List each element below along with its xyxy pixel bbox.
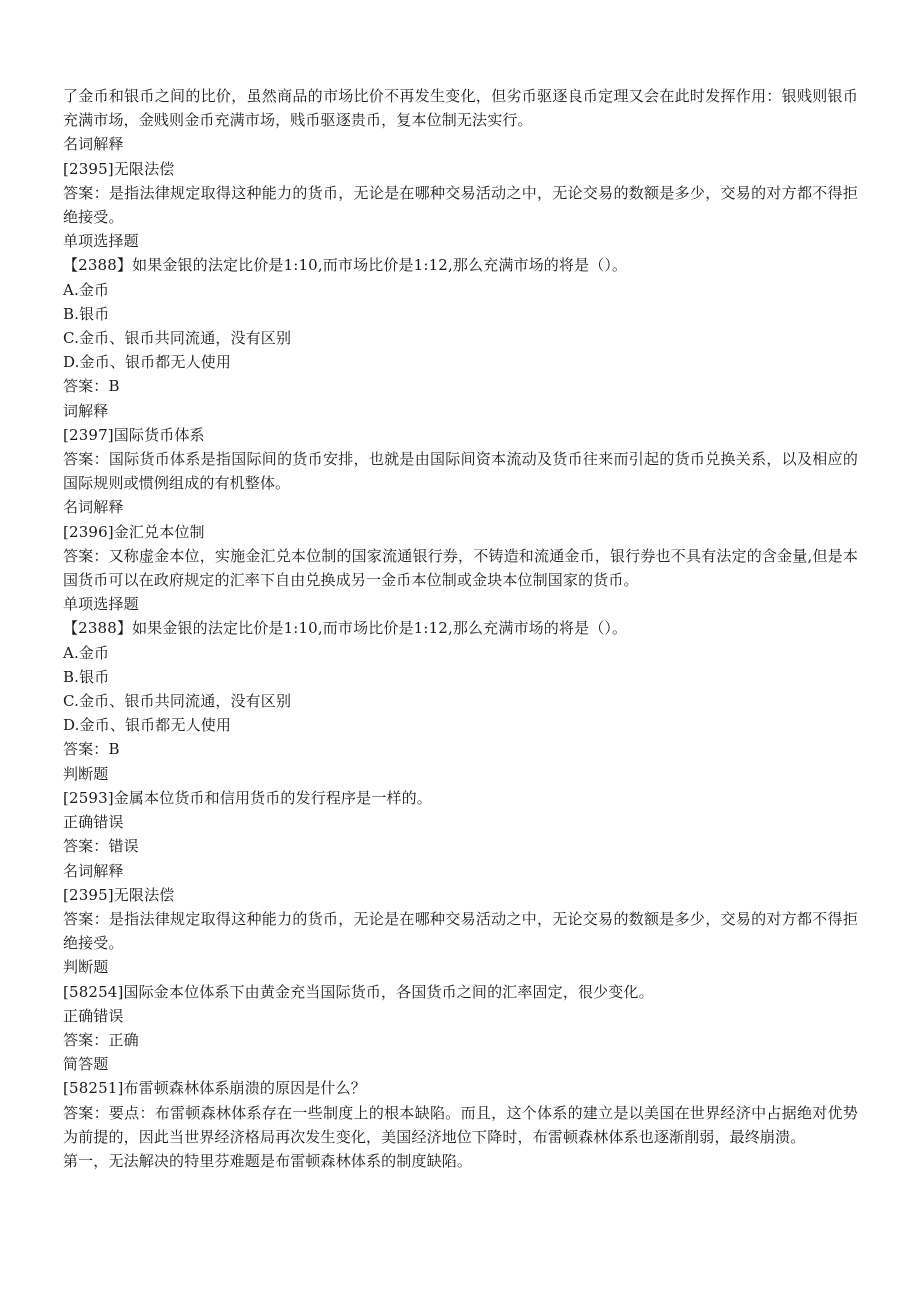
true-false-options: 正确错误 bbox=[63, 1006, 124, 1025]
option-d: D.金币、银币都无人使用 bbox=[63, 353, 232, 372]
option-c: C.金币、银币共同流通，没有区别 bbox=[63, 692, 292, 711]
answer-text: 答案：国际货币体系是指国际间的货币安排，也就是由国际间资本流动及货币往来而引起的货币兑换关系，以及相应的国际规则或惯例组成的有机整体。 bbox=[63, 450, 858, 493]
question-title: [2395]无限法偿 bbox=[63, 159, 175, 178]
paragraph-bimetallism-continuation: 了金币和银币之间的比价，虽然商品的市场比价不再发生变化，但劣币驱逐良币定理又会在此时发挥作用：银贱则银币充满市场，金贱则金币充满市场，贱币驱逐贵币，复本位制无法实行。 bbox=[63, 87, 858, 130]
option-a: A.金币 bbox=[63, 643, 110, 662]
section-type-label: 词解释 bbox=[63, 401, 109, 420]
true-false-options: 正确错误 bbox=[63, 813, 124, 832]
option-d: D.金币、银币都无人使用 bbox=[63, 716, 232, 735]
section-type-label: 名词解释 bbox=[63, 135, 124, 154]
section-type-label: 单项选择题 bbox=[63, 595, 139, 614]
answer-text: 答案：错误 bbox=[63, 837, 139, 856]
section-type-label: 单项选择题 bbox=[63, 232, 139, 251]
question-title: [2395]无限法偿 bbox=[63, 885, 175, 904]
question-title: [2397]国际货币体系 bbox=[63, 425, 205, 444]
question-title: [2593]金属本位货币和信用货币的发行程序是一样的。 bbox=[63, 788, 432, 807]
question-title: [2396]金汇兑本位制 bbox=[63, 522, 205, 541]
answer-text: 答案：B bbox=[63, 740, 120, 759]
document-page bbox=[63, 84, 858, 1173]
answer-text: 答案：是指法律规定取得这种能力的货币，无论是在哪种交易活动之中，无论交易的数额是多少，交易的对方都不得拒绝接受。 bbox=[63, 183, 858, 227]
section-type-label: 名词解释 bbox=[63, 498, 124, 517]
section-type-label: 判断题 bbox=[63, 958, 109, 977]
question-title: [58251]布雷顿森林体系崩溃的原因是什么？ bbox=[63, 1079, 366, 1098]
answer-text: 答案：是指法律规定取得这种能力的货币，无论是在哪种交易活动之中，无论交易的数额是多少，交易的对方都不得拒绝接受。 bbox=[63, 909, 858, 953]
answer-point-1: 第一，无法解决的特里芬难题是布雷顿森林体系的制度缺陷。 bbox=[63, 1151, 473, 1170]
section-type-label: 判断题 bbox=[63, 764, 109, 783]
option-a: A.金币 bbox=[63, 280, 110, 299]
option-c: C.金币、银币共同流通，没有区别 bbox=[63, 329, 292, 348]
option-b: B.银币 bbox=[63, 667, 110, 686]
option-b: B.银币 bbox=[63, 304, 110, 323]
question-title: 【2388】如果金银的法定比价是1:10,而市场比价是1:12,那么充满市场的将是（）。 bbox=[63, 256, 628, 275]
section-type-label: 简答题 bbox=[63, 1055, 109, 1074]
answer-text: 答案：又称虚金本位，实施金汇兑本位制的国家流通银行券，不铸造和流通金币，银行券也不具有法定的含金量,但是本国货币可以在政府规定的汇率下自由兑换成另一金币本位制或金块本位制国家的货币。 bbox=[63, 546, 858, 590]
answer-text: 答案：B bbox=[63, 377, 120, 396]
answer-text: 答案：要点：布雷顿森林体系存在一些制度上的根本缺陷。而且，这个体系的建立是以美国在世界经济中占据绝对优势为前提的，因此当世界经济格局再次发生变化，美国经济地位下降时，布雷顿森林体系也逐渐削弱，最终崩溃。 bbox=[63, 1103, 858, 1146]
answer-text: 答案：正确 bbox=[63, 1030, 139, 1049]
question-title: [58254]国际金本位体系下由黄金充当国际货币，各国货币之间的汇率固定，很少变化。 bbox=[63, 982, 654, 1001]
question-title: 【2388】如果金银的法定比价是1:10,而市场比价是1:12,那么充满市场的将是（）。 bbox=[63, 619, 628, 638]
section-type-label: 名词解释 bbox=[63, 861, 124, 880]
